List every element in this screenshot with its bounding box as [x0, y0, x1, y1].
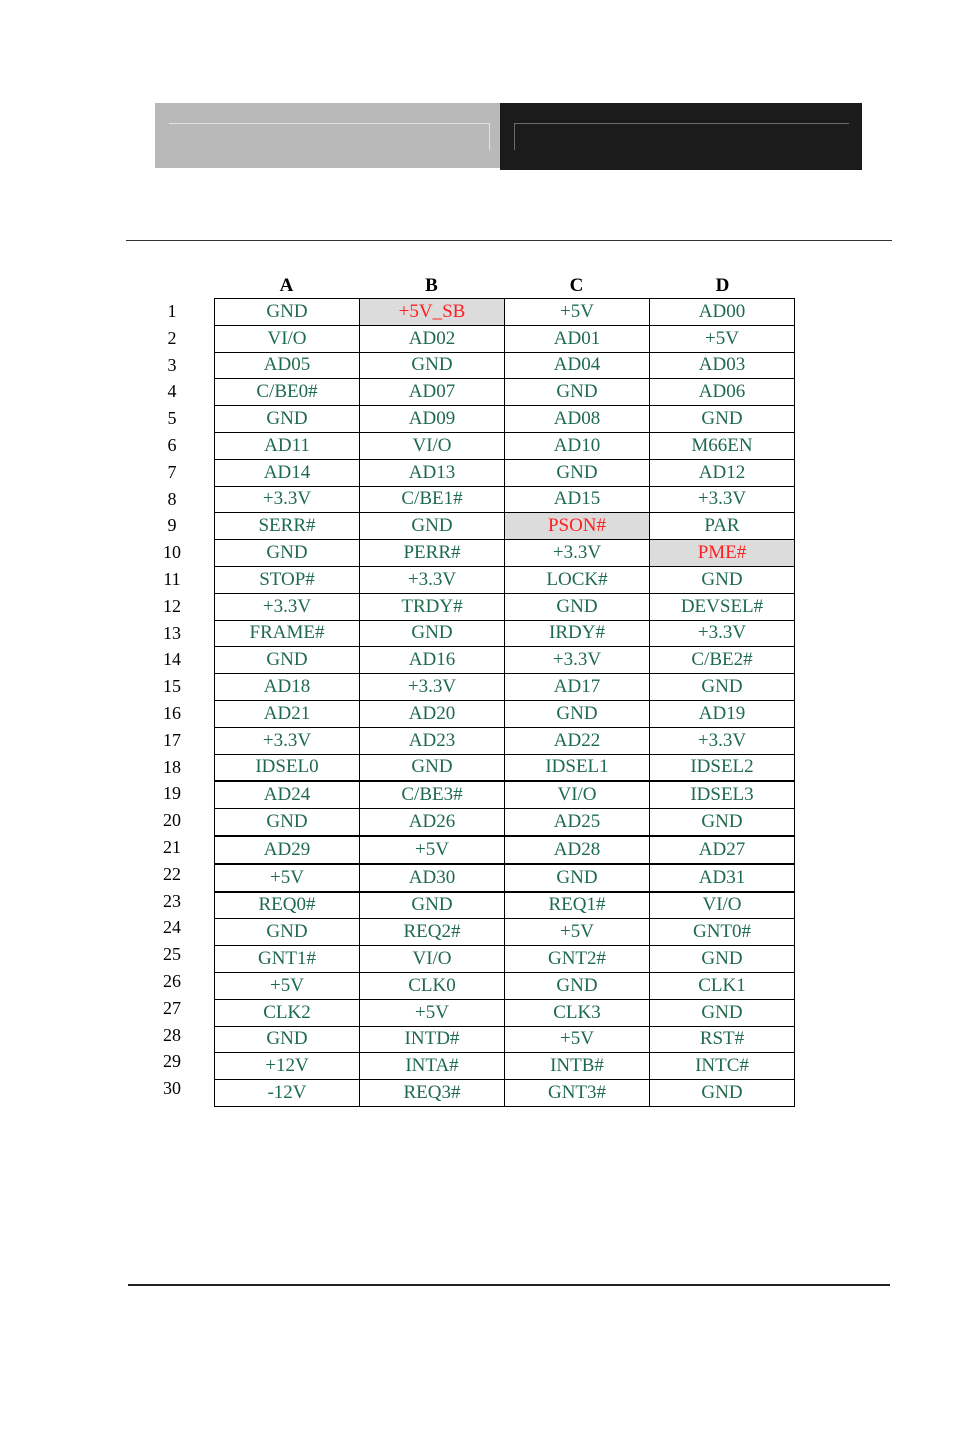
pin-cell: AD08 [505, 406, 650, 433]
table-row [215, 459, 795, 486]
table-row [215, 566, 795, 593]
table-row [215, 809, 795, 836]
pin-cell: +3.3V [505, 647, 650, 674]
pin-cell: AD21 [215, 700, 360, 727]
row-number: 10 [163, 542, 181, 563]
header-band-left [155, 103, 500, 168]
row-number: 11 [163, 568, 181, 589]
pin-cell: GND [505, 864, 650, 892]
pin-cell: GND [505, 593, 650, 620]
pin-cell: AD18 [215, 674, 360, 701]
pin-cell: TRDY# [360, 593, 505, 620]
pin-cell: GNT2# [505, 946, 650, 973]
table-row [215, 325, 795, 352]
pin-cell: GND [215, 647, 360, 674]
pin-cell: AD14 [215, 459, 360, 486]
pin-cell: LOCK# [505, 566, 650, 593]
pin-cell: CLK1 [650, 972, 795, 999]
row-number: 19 [163, 783, 181, 804]
table-row [215, 513, 795, 540]
row-number: 9 [167, 515, 177, 536]
table-row [215, 727, 795, 754]
pin-cell: AD29 [215, 836, 360, 864]
top-divider [126, 240, 892, 241]
pin-cell: +3.3V [360, 566, 505, 593]
table-row [215, 781, 795, 808]
pin-cell: GND [360, 352, 505, 379]
table-row [215, 486, 795, 513]
pin-cell: AD19 [650, 700, 795, 727]
row-number: 7 [167, 461, 177, 482]
pin-cell: +3.3V [215, 593, 360, 620]
pin-cell: +3.3V [650, 486, 795, 513]
pin-cell: C/BE2# [650, 647, 795, 674]
pin-cell: GND [215, 540, 360, 567]
pin-cell: AD20 [360, 700, 505, 727]
row-number: 30 [163, 1078, 181, 1099]
pin-cell: AD12 [650, 459, 795, 486]
pin-assignment-table [214, 298, 795, 1107]
pin-cell: AD06 [650, 379, 795, 406]
pin-cell: GND [505, 379, 650, 406]
pin-cell: +5V [360, 836, 505, 864]
pin-cell: VI/O [360, 432, 505, 459]
pin-cell: DEVSEL# [650, 593, 795, 620]
pin-cell: AD09 [360, 406, 505, 433]
table-row [215, 674, 795, 701]
table-row [215, 1053, 795, 1080]
pin-cell: AD05 [215, 352, 360, 379]
row-number: 8 [167, 488, 177, 509]
pin-cell: INTD# [360, 1026, 505, 1053]
pin-cell: +5V [360, 999, 505, 1026]
pin-cell: C/BE3# [360, 781, 505, 808]
pin-cell: PERR# [360, 540, 505, 567]
column-header-d: D [715, 275, 730, 296]
pin-cell: +3.3V [215, 727, 360, 754]
pin-cell: AD01 [505, 325, 650, 352]
row-number: 5 [167, 408, 177, 429]
pin-cell: +5V [505, 919, 650, 946]
pin-cell: IDSEL2 [650, 754, 795, 781]
table-row [215, 540, 795, 567]
pin-cell: +3.3V [650, 727, 795, 754]
header-band-right [500, 103, 862, 170]
pin-cell: M66EN [650, 432, 795, 459]
pin-cell: GND [215, 919, 360, 946]
pin-cell: INTC# [650, 1053, 795, 1080]
pin-cell: IDSEL1 [505, 754, 650, 781]
row-number: 12 [163, 595, 181, 616]
table-row [215, 864, 795, 892]
row-number: 23 [163, 890, 181, 911]
pin-cell: GND [650, 809, 795, 836]
row-number: 20 [163, 810, 181, 831]
pin-cell: -12V [215, 1080, 360, 1107]
pin-cell: +5V [505, 299, 650, 326]
pin-cell: GND [505, 972, 650, 999]
pin-cell: GND [650, 1080, 795, 1107]
row-number: 29 [163, 1051, 181, 1072]
pin-cell: AD17 [505, 674, 650, 701]
row-number: 1 [167, 301, 177, 321]
pin-cell: VI/O [650, 892, 795, 919]
pin-cell: GNT0# [650, 919, 795, 946]
pin-cell: AD31 [650, 864, 795, 892]
pin-cell: REQ2# [360, 919, 505, 946]
table-row [215, 406, 795, 433]
pin-cell: GND [215, 1026, 360, 1053]
table-row [215, 919, 795, 946]
pin-cell: AD16 [360, 647, 505, 674]
table-row [215, 379, 795, 406]
pin-cell: GND [650, 999, 795, 1026]
row-number: 16 [163, 702, 181, 723]
pin-cell: AD26 [360, 809, 505, 836]
row-number: 28 [163, 1024, 181, 1045]
row-number: 15 [163, 676, 181, 697]
pin-cell: +3.3V [505, 540, 650, 567]
row-number: 24 [163, 917, 181, 938]
pin-cell: C/BE0# [215, 379, 360, 406]
pin-cell: +5V [215, 972, 360, 999]
pin-cell: AD10 [505, 432, 650, 459]
table-row [215, 1080, 795, 1107]
column-header-b: B [425, 275, 438, 296]
pin-cell: +3.3V [215, 486, 360, 513]
pin-cell: AD11 [215, 432, 360, 459]
row-number: 14 [163, 649, 181, 670]
pin-cell: AD03 [650, 352, 795, 379]
pin-cell: STOP# [215, 566, 360, 593]
pin-cell: +5V [650, 325, 795, 352]
table-row [215, 700, 795, 727]
pin-cell: INTB# [505, 1053, 650, 1080]
pin-cell: CLK0 [360, 972, 505, 999]
pin-cell: GND [505, 700, 650, 727]
pin-cell: +5V [215, 864, 360, 892]
pin-cell: +3.3V [360, 674, 505, 701]
pin-cell: GND [360, 754, 505, 781]
table-row [215, 754, 795, 781]
pin-cell: INTA# [360, 1053, 505, 1080]
table-row [215, 299, 795, 326]
pin-cell: AD07 [360, 379, 505, 406]
pin-cell: AD25 [505, 809, 650, 836]
pin-cell: PSON# [505, 513, 650, 540]
row-number: 26 [163, 970, 181, 991]
pin-cell: AD13 [360, 459, 505, 486]
pin-cell: PAR [650, 513, 795, 540]
row-number: 13 [163, 622, 181, 643]
pin-cell: AD22 [505, 727, 650, 754]
pin-cell: +12V [215, 1053, 360, 1080]
pin-cell: REQ1# [505, 892, 650, 919]
pin-cell: GND [215, 299, 360, 326]
table-row [215, 972, 795, 999]
header-band-left-frame [169, 123, 490, 150]
table-row [215, 647, 795, 674]
column-header-a: A [279, 275, 294, 296]
pin-cell: AD30 [360, 864, 505, 892]
row-number: 17 [163, 729, 181, 750]
pin-cell: FRAME# [215, 620, 360, 647]
table-row [215, 620, 795, 647]
pin-cell: GND [650, 406, 795, 433]
pin-cell: GND [360, 620, 505, 647]
pin-cell: AD15 [505, 486, 650, 513]
row-number: 4 [167, 381, 177, 402]
row-number: 22 [163, 863, 181, 884]
pin-cell: SERR# [215, 513, 360, 540]
pin-cell: PME# [650, 540, 795, 567]
pin-cell: AD23 [360, 727, 505, 754]
header-band-right-frame [514, 123, 849, 150]
pin-cell: GND [650, 674, 795, 701]
pin-cell: GND [215, 406, 360, 433]
pin-cell: VI/O [505, 781, 650, 808]
pin-cell: +3.3V [650, 620, 795, 647]
table-row [215, 352, 795, 379]
pin-cell: REQ0# [215, 892, 360, 919]
pin-cell: VI/O [360, 946, 505, 973]
pin-cell: VI/O [215, 325, 360, 352]
pin-cell: AD00 [650, 299, 795, 326]
pin-cell: IDSEL3 [650, 781, 795, 808]
row-number: 25 [163, 944, 181, 965]
pin-cell: CLK3 [505, 999, 650, 1026]
row-number-column [150, 298, 194, 1102]
row-number: 18 [163, 756, 181, 777]
pin-cell: GND [650, 946, 795, 973]
pin-cell: IRDY# [505, 620, 650, 647]
table-row [215, 999, 795, 1026]
pin-cell: +5V_SB [360, 299, 505, 326]
pin-cell: REQ3# [360, 1080, 505, 1107]
row-number: 2 [167, 327, 177, 348]
row-number: 21 [163, 836, 181, 857]
pin-cell: GND [215, 809, 360, 836]
pin-cell: GND [360, 513, 505, 540]
bottom-divider [128, 1284, 890, 1286]
pin-cell: GND [505, 459, 650, 486]
pin-cell: GNT3# [505, 1080, 650, 1107]
column-header-c: C [569, 275, 584, 296]
pin-cell: AD27 [650, 836, 795, 864]
pin-cell: GND [360, 892, 505, 919]
pin-cell: GND [650, 566, 795, 593]
row-number: 6 [167, 434, 177, 455]
row-number: 27 [163, 997, 181, 1018]
pin-cell: RST# [650, 1026, 795, 1053]
table-row [215, 432, 795, 459]
pin-cell: C/BE1# [360, 486, 505, 513]
pin-cell: CLK2 [215, 999, 360, 1026]
pin-cell: AD04 [505, 352, 650, 379]
table-row [215, 836, 795, 864]
table-row [215, 593, 795, 620]
row-number: 3 [167, 354, 177, 375]
pin-cell: GNT1# [215, 946, 360, 973]
table-row [215, 1026, 795, 1053]
pin-cell: IDSEL0 [215, 754, 360, 781]
pin-cell: AD28 [505, 836, 650, 864]
table-row [215, 946, 795, 973]
pin-cell: AD02 [360, 325, 505, 352]
pin-cell: AD24 [215, 781, 360, 808]
pin-cell: +5V [505, 1026, 650, 1053]
table-row [215, 892, 795, 919]
